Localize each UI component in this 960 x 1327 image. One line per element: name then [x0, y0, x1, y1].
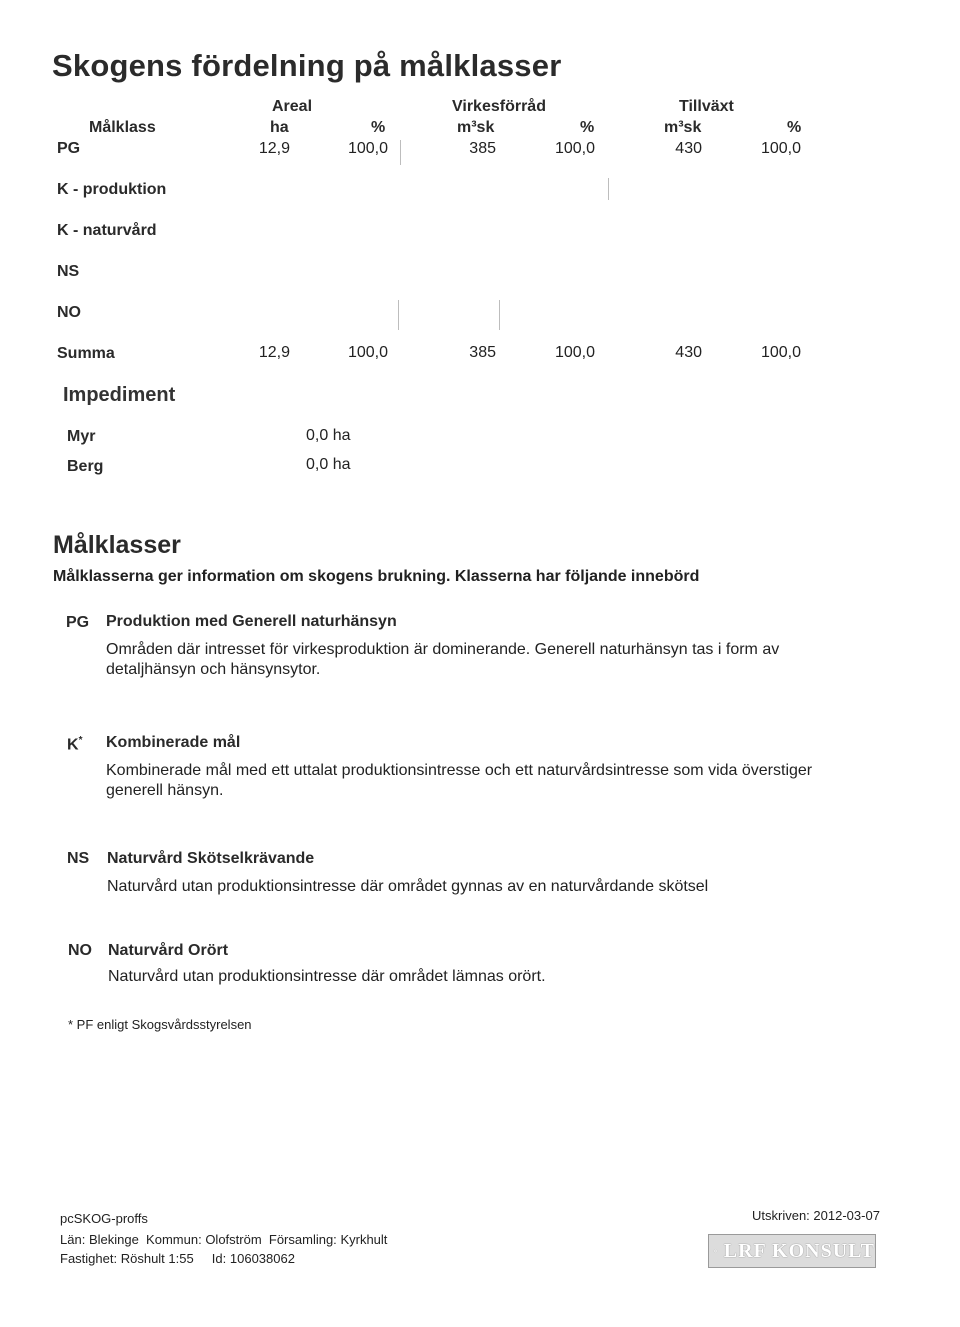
- cell-summa-ha: 12,9: [258, 344, 290, 361]
- footer-app-name: pcSKOG-proffs: [60, 1211, 148, 1226]
- row-label-summa: Summa: [57, 345, 115, 362]
- cell-summa-vf: 385: [469, 344, 496, 361]
- class-code-ns: NS: [67, 850, 90, 867]
- footer-utskriven-label: Utskriven:: [752, 1208, 810, 1223]
- class-desc-k: Kombinerade mål med ett uttalat produktionsintresse och ett naturvårdsintresse som vida överstiger generell hänsyn.: [106, 762, 813, 799]
- footer-property-line: [60, 1251, 295, 1266]
- cell-pg-tv-pct: 100,0: [760, 140, 801, 157]
- class-title-ns: Naturvård Skötselkrävande: [107, 850, 315, 867]
- class-code-no: NO: [68, 942, 92, 959]
- cell-pg-vf: 385: [469, 140, 496, 157]
- header-virkesforrad: Virkesförråd: [452, 98, 546, 115]
- footer-forsamling: Kyrkhult: [340, 1232, 388, 1247]
- malklasser-intro: Målklasserna ger information om skogens brukning. Klasserna har följande innebörd: [53, 568, 700, 585]
- impediment-value-myr: 0,0 ha: [306, 427, 351, 444]
- class-title-pg: Produktion med Generell naturhänsyn: [106, 613, 397, 630]
- header-areal: Areal: [272, 98, 313, 115]
- footer-fastighet: Röshult 1:55: [120, 1251, 194, 1266]
- footer-forsamling-label: Församling:: [268, 1232, 337, 1247]
- footer-kommun: Olofström: [205, 1232, 262, 1247]
- cell-pg-vf-pct: 100,0: [554, 140, 595, 157]
- malklasser-heading: Målklasser: [53, 531, 181, 559]
- class-desc-ns: Naturvård utan produktionsintresse där området gynnas av en naturvårdande skötsel: [107, 878, 709, 895]
- footer-lan: Blekinge: [88, 1232, 139, 1247]
- footer-printed: [752, 1208, 880, 1223]
- page-title: Skogens fördelning på målklasser: [52, 48, 562, 83]
- class-title-no: Naturvård Orört: [108, 942, 229, 959]
- impediment-label-berg: Berg: [67, 458, 104, 475]
- row-label-no: NO: [57, 304, 81, 321]
- cell-pg-tv: 430: [675, 140, 702, 157]
- header-m3sk-virke: m³sk: [457, 119, 495, 136]
- footer-utskriven: 2012-03-07: [813, 1208, 880, 1223]
- lrf-konsult-logo: [708, 1234, 876, 1268]
- class-title-k: Kombinerade mål: [106, 734, 241, 751]
- impediment-value-berg: 0,0 ha: [306, 456, 351, 473]
- header-pct-tillvaxt: %: [787, 119, 802, 136]
- footer-id: 106038062: [229, 1251, 295, 1266]
- row-label-pg: PG: [57, 140, 81, 157]
- cell-summa-tv: 430: [675, 344, 702, 361]
- row-label-k-naturvard: K - naturvård: [57, 222, 157, 239]
- header-pct-virke: %: [580, 119, 595, 136]
- class-code-k-label: K: [67, 736, 79, 754]
- impediment-heading: Impediment: [63, 384, 176, 406]
- header-pct-areal: %: [371, 119, 386, 136]
- footer-kommun-label: Kommun:: [146, 1232, 202, 1247]
- header-ha: ha: [270, 119, 289, 136]
- header-m3sk-tillvaxt: m³sk: [664, 119, 702, 136]
- logo-text: LRF KONSULT: [723, 1239, 875, 1262]
- class-desc-no: Naturvård utan produktionsintresse där området lämnas orört.: [108, 968, 546, 985]
- footnote: * PF enligt Skogsvårdsstyrelsen: [68, 1017, 252, 1032]
- row-label-ns: NS: [57, 263, 80, 280]
- row-label-k-produktion: K - produktion: [57, 181, 167, 198]
- cell-pg-ha: 12,9: [258, 140, 290, 157]
- class-code-k: [67, 735, 82, 754]
- class-code-k-marker: *: [78, 735, 83, 746]
- impediment-label-myr: Myr: [67, 428, 96, 445]
- cell-summa-ha-pct: 100,0: [347, 344, 388, 361]
- footer-location-line: [60, 1232, 387, 1247]
- footer-lan-label: Län:: [60, 1232, 86, 1247]
- header-tillvaxt: Tillväxt: [679, 98, 734, 115]
- footer-id-label: Id:: [211, 1251, 227, 1266]
- header-malklass: Målklass: [89, 119, 156, 136]
- cell-pg-ha-pct: 100,0: [347, 140, 388, 157]
- footer-fastighet-label: Fastighet:: [60, 1251, 118, 1266]
- class-desc-pg: Områden där intresset för virkesproduktion är dominerande. Generell naturhänsyn tas i form av detaljhänsyn och hänsynsytor.: [106, 641, 780, 678]
- class-code-pg: PG: [66, 614, 90, 631]
- cell-summa-tv-pct: 100,0: [760, 344, 801, 361]
- logo-emblem-icon: [713, 1238, 718, 1264]
- cell-summa-vf-pct: 100,0: [554, 344, 595, 361]
